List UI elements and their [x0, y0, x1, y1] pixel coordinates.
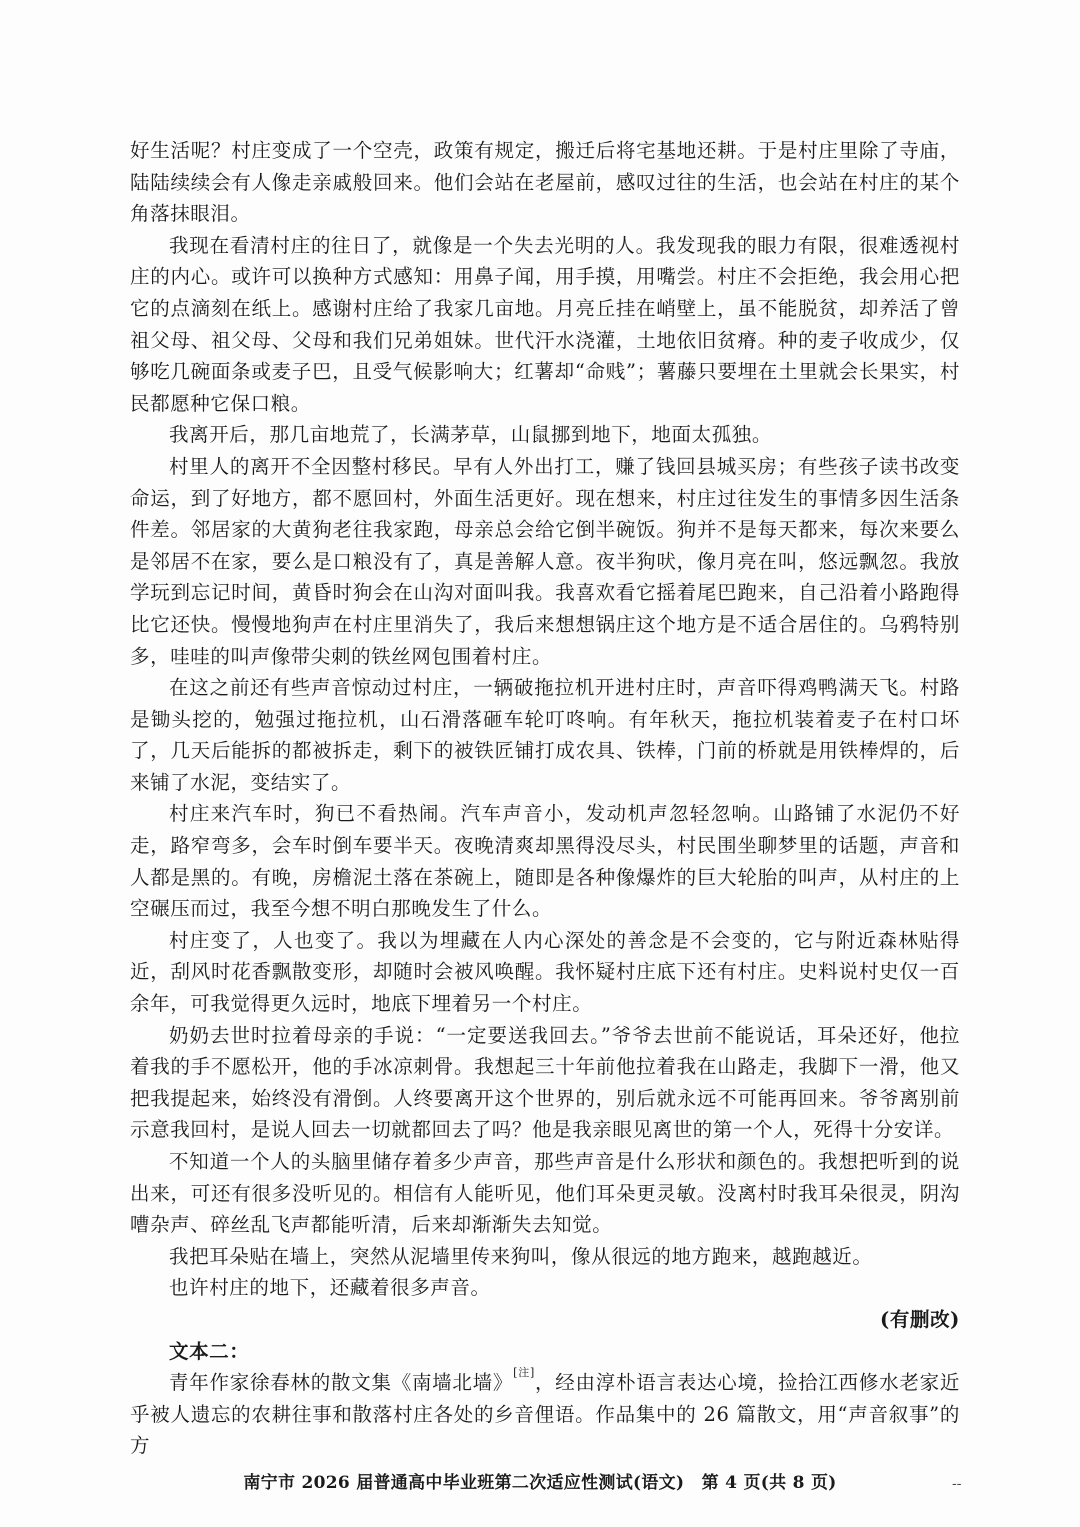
paragraph-2: 我现在看清村庄的往日了，就像是一个失去光明的人。我发现我的眼力有限，很难透视村庄的内心。或许可以换种方式感知：用鼻子闻，用手摸，用嘴尝。村庄不会拒绝，我会用心把它的点滴刻在纸上。感谢村庄给了我家几亩地。月亮丘挂在峭壁上，虽不能脱贫，却养活了曾祖父母、祖父母、父母和我们兄弟姐妹。世代汗水浇灌，土地依旧贫瘠。种的麦子收成少，仅够吃几碗面条或麦子巴，且受气候影响大；红薯却“命贱”；薯藤只要埋在土里就会长果实，村民都愿种它保口粮。 — [130, 233, 960, 415]
section-two-paragraph — [130, 1367, 960, 1462]
paragraph-1: 好生活呢？村庄变成了一个空壳，政策有规定，搬迁后将宅基地还耕。于是村庄里除了寺庙，陆陆续续会有人像走亲戚般回来。他们会站在老屋前，感叹过往的生活，也会站在村庄的某个角落抹眼泪。 — [130, 139, 960, 226]
paragraph-6: 村庄来汽车时，狗已不看热闹。汽车声音小，发动机声忽轻忽响。山路铺了水泥仍不好走，路窄弯多，会车时倒车要半天。夜晚清爽却黑得没尽头，村民围坐聊梦里的话题，声音和人都是黑的。有晚，房檐泥土落在茶碗上，随即是各种像爆炸的巨大轮胎的叫声，从村庄的上空碾压而过，我至今想不明白那晚发生了什么。 — [130, 802, 960, 921]
section-heading-text-two: 文本二： — [169, 1339, 250, 1363]
paragraph-8: 奶奶去世时拉着母亲的手说：“一定要送我回去。”爷爷去世前不能说话，耳朵还好，他拉着我的手不愿松开，他的手冰凉刺骨。我想起三十年前他拉着我在山路走，我脚下一滑，他又把我提起来，始终没有滑倒。人终要离开这个世界的，别后就永远不可能再回来。爷爷离别前示意我回村，是说人回去一切就都回去了吗？他是我亲眼见离世的第一个人，死得十分安详。 — [130, 1023, 960, 1142]
paragraph-7: 村庄变了，人也变了。我以为埋藏在人内心深处的善念是不会变的，它与附近森林贴得近，刮风时花香飘散变形，却随时会被风唤醒。我怀疑村庄底下还有村庄。史料说村史仅一百余年，可我觉得更久远时，地底下埋着另一个村庄。 — [130, 928, 960, 1016]
page-footer: 南宁市 2026 届普通高中毕业班第二次适应性测试(语文) 第 4 页(共 8 页) — [243, 1473, 837, 1493]
paragraph-4: 村里人的离开不全因整村移民。早有人外出打工，赚了钱回县城买房；有些孩子读书改变命运，到了好地方，都不愿回村，外面生活更好。现在想来，村庄过往发生的事情多因生活条件差。邻居家的大黄狗老往我家跑，母亲总会给它倒半碗饭。狗并不是每天都来，每次来要么是邻居不在家，要么是口粮没有了，真是善解人意。夜半狗吠，像月亮在叫，悠远飘忽。我放学玩到忘记时间，黄昏时狗会在山沟对面叫我。我喜欢看它摇着尾巴跑来，自己沿着小路跑得比它还快。慢慢地狗声在村庄里消失了，我后来想想锅庄这个地方是不适合居住的。乌鸦特别多，哇哇的叫声像带尖刺的铁丝网包围着村庄。 — [130, 454, 960, 668]
paragraph-11: 也许村庄的地下，还藏着很多声音。 — [169, 1276, 491, 1300]
paragraph-5: 在这之前还有些声音惊动过村庄，一辆破拖拉机开进村庄时，声音吓得鸡鸭满天飞。村路是锄头挖的，勉强过拖拉机，山石滑落砸车轮叮咚响。有年秋天，拖拉机装着麦子在村口坏了，几天后能拆的都被拆走，剩下的被铁匠铺打成农具、铁棒，门前的桥就是用铁棒焊的，后来铺了水泥，变结实了。 — [130, 676, 960, 794]
paragraph-10: 我把耳朵贴在墙上，突然从泥墙里传来狗叫，像从很远的地方跑来，越跑越近。 — [169, 1244, 873, 1268]
paragraph-3: 我离开后，那几亩地荒了，长满茅草，山鼠挪到地下，地面太孤独。 — [169, 423, 773, 447]
source-note: (有删改) — [880, 1307, 960, 1331]
footnote-marker: [注] — [513, 1366, 535, 1380]
section-two-text-after: ，经由淳朴语言表达心境，捡拾江西修水老家近乎被人遗忘的农耕往事和散落村庄各处的乡音俚语。作品集中的 26 篇散文，用“声音叙事”的方 — [130, 1371, 961, 1458]
section-two-text-before: 青年作家徐春林的散文集《南墙北墙》 — [169, 1371, 514, 1395]
paragraph-9: 不知道一个人的头脑里储存着多少声音，那些声音是什么形状和颜色的。我想把听到的说出来，可还有很多没听见的。相信有人能听见，他们耳朵更灵敏。没离村时我耳朵很灵，阴沟嘈杂声、碎丝乱飞声都能听清，后来却渐渐失去知觉。 — [130, 1150, 960, 1237]
footer-mark: -- — [952, 1476, 962, 1492]
article-body — [130, 135, 960, 1462]
